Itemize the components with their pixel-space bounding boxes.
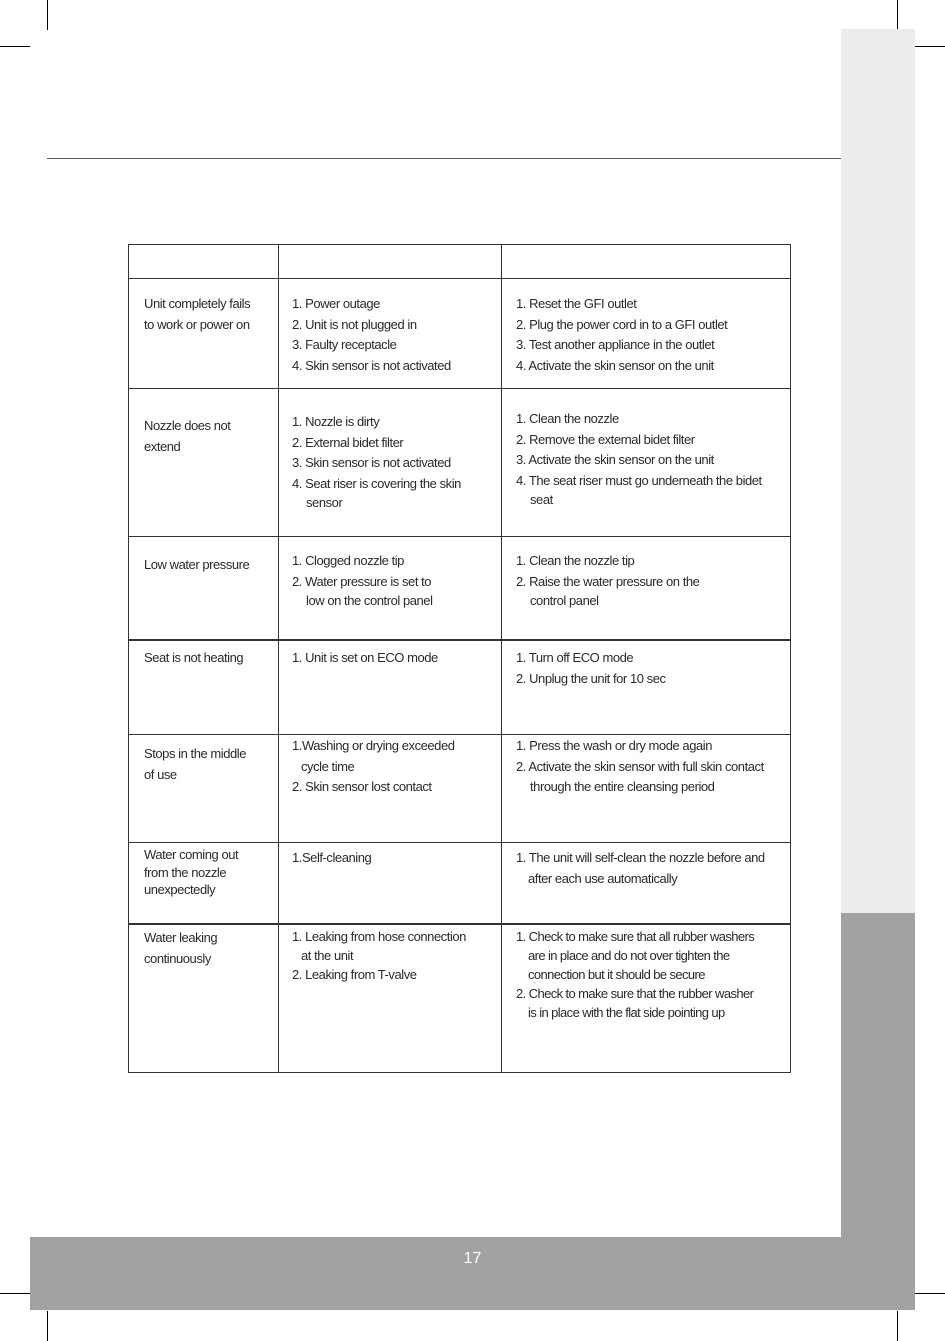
cause-text: 3. Skin sensor is not activated xyxy=(292,455,451,470)
solution-cell xyxy=(516,848,765,889)
solution-text: 4. Activate the skin sensor on the unit xyxy=(516,357,714,373)
cause-text: low on the control panel xyxy=(306,593,433,608)
solution-cell xyxy=(516,551,699,609)
problem-cell xyxy=(144,416,230,457)
cause-text: 1. Nozzle is dirty xyxy=(292,414,380,429)
solution-cell xyxy=(516,409,762,508)
column-divider xyxy=(501,245,502,1072)
footer-bar xyxy=(30,1237,915,1310)
solution-text: 1. Press the wash or dry mode again xyxy=(516,738,712,753)
solution-text: 4. The seat riser must go underneath the bidet xyxy=(516,472,762,488)
row-divider xyxy=(129,536,790,537)
cause-cell xyxy=(292,551,433,609)
solution-text: 3. Activate the skin sensor on the unit xyxy=(516,452,714,467)
cause-text: 1.Self-cleaning xyxy=(292,850,372,865)
problem-text: from the nozzle xyxy=(144,864,227,880)
cause-text: 1. Unit is set on ECO mode xyxy=(292,650,438,665)
solution-text: 2. Activate the skin sensor with full skin contact xyxy=(516,758,764,774)
solution-text: through the entire cleansing period xyxy=(530,779,715,794)
solution-text: 1. Reset the GFI outlet xyxy=(516,296,637,311)
row-divider xyxy=(129,923,790,925)
cause-text: 2. External bidet filter xyxy=(292,434,404,450)
solution-text: 1. Clean the nozzle xyxy=(516,411,619,426)
cause-text: at the unit xyxy=(301,948,354,963)
crop-mark xyxy=(915,1293,945,1294)
row-divider xyxy=(129,388,790,389)
problem-text: unexpectedly xyxy=(144,882,216,897)
cause-text: 2. Skin sensor lost contact xyxy=(292,779,432,794)
side-tab-active xyxy=(841,913,915,1237)
problem-text: Water leaking xyxy=(144,930,218,945)
cause-text: 3. Faulty receptacle xyxy=(292,337,397,352)
solution-text: 1. Check to make sure that all rubber washers xyxy=(516,929,755,944)
cause-text: 2. Water pressure is set to xyxy=(292,573,432,589)
solution-text: 2. Raise the water pressure on the xyxy=(516,573,700,589)
problem-cell xyxy=(144,648,243,669)
problem-text: extend xyxy=(144,438,181,454)
solution-text: 1. Clean the nozzle tip xyxy=(516,553,635,568)
cause-text: 1.Washing or drying exceeded xyxy=(292,738,455,753)
row-divider xyxy=(129,734,790,735)
problem-text: of use xyxy=(144,766,177,782)
problem-text: to work or power on xyxy=(144,316,250,332)
solution-cell xyxy=(516,736,764,798)
problem-cell xyxy=(144,846,238,899)
problem-text: Nozzle does not xyxy=(144,418,231,433)
solution-text: seat xyxy=(530,492,553,507)
cause-text: 4. Skin sensor is not activated xyxy=(292,357,451,373)
solution-text: connection but it should be secure xyxy=(528,967,705,982)
solution-cell xyxy=(516,294,727,376)
solution-cell xyxy=(516,927,754,1022)
problem-cell xyxy=(144,294,250,335)
problem-text: Unit completely fails xyxy=(144,296,251,311)
solution-text: are in place and do not over tighten the xyxy=(528,948,730,963)
solution-cell xyxy=(516,648,666,689)
side-tab xyxy=(841,29,915,913)
problem-text: Seat is not heating xyxy=(144,650,244,665)
cause-cell xyxy=(292,648,438,669)
solution-text: 2. Unplug the unit for 10 sec xyxy=(516,670,666,686)
crop-mark xyxy=(47,0,48,30)
solution-text: 1. Turn off ECO mode xyxy=(516,650,634,665)
problem-text: Low water pressure xyxy=(144,557,250,572)
solution-text: 2. Remove the external bidet filter xyxy=(516,431,695,447)
problem-cell xyxy=(144,555,249,576)
row-divider xyxy=(129,842,790,843)
cause-text: cycle time xyxy=(301,758,355,774)
cause-text: 2. Unit is not plugged in xyxy=(292,316,417,332)
cause-text: sensor xyxy=(306,495,343,510)
crop-mark xyxy=(0,1293,30,1294)
solution-text: control panel xyxy=(530,593,599,608)
crop-mark xyxy=(915,46,945,47)
crop-mark xyxy=(897,0,898,30)
problem-cell xyxy=(144,928,217,969)
cause-cell xyxy=(292,736,455,798)
cause-cell xyxy=(292,848,371,869)
page-number: 17 xyxy=(463,1250,482,1267)
problem-text: Stops in the middle xyxy=(144,746,247,761)
cause-text: 2. Leaking from T-valve xyxy=(292,967,417,982)
header-rule xyxy=(47,158,841,159)
crop-mark xyxy=(47,1311,48,1341)
solution-text: 2. Check to make sure that the rubber washer xyxy=(516,986,754,1001)
cause-text: 1. Clogged nozzle tip xyxy=(292,553,404,568)
crop-mark xyxy=(897,1311,898,1341)
cause-cell xyxy=(292,294,451,376)
troubleshooting-table xyxy=(128,244,791,1073)
cause-text: 4. Seat riser is covering the skin xyxy=(292,475,461,491)
problem-text: Water coming out xyxy=(144,847,239,862)
row-divider xyxy=(129,639,790,641)
cause-cell xyxy=(292,412,461,511)
column-divider xyxy=(278,245,279,1072)
row-divider xyxy=(129,278,790,279)
solution-text: 3. Test another appliance in the outlet xyxy=(516,337,715,352)
crop-mark xyxy=(0,46,30,47)
solution-text: 2. Plug the power cord in to a GFI outlet xyxy=(516,316,728,332)
problem-text: continuously xyxy=(144,950,211,966)
solution-text: 1. The unit will self-clean the nozzle before and xyxy=(516,850,765,865)
solution-text: after each use automatically xyxy=(528,870,678,886)
solution-text: is in place with the flat side pointing up xyxy=(528,1005,725,1020)
cause-cell xyxy=(292,927,466,984)
cause-text: 1. Leaking from hose connection xyxy=(292,929,466,944)
cause-text: 1. Power outage xyxy=(292,296,380,311)
problem-cell xyxy=(144,744,246,785)
